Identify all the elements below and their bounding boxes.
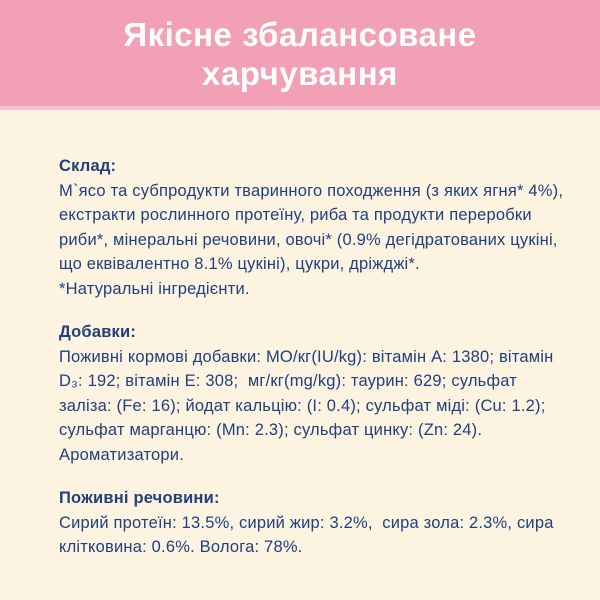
section-additives — [59, 320, 560, 467]
additives-heading: Добавки: — [59, 323, 137, 341]
section-composition — [59, 154, 564, 301]
title-line-1: Якісне збалансоване — [123, 16, 477, 53]
additives-line: сульфат марганцю: (Mn: 2.3); сульфат цинку: (Zn: 24). — [59, 421, 483, 439]
page-title — [123, 15, 476, 95]
composition-heading: Склад: — [59, 157, 117, 175]
label-body — [0, 110, 600, 600]
additives-line: заліза: (Fe: 16); йодат кальцію: (I: 0.4); сульфат міді: (Cu: 1.2); — [59, 396, 546, 415]
additives-line: Ароматизатори. — [59, 445, 184, 464]
additives-line: Поживні кормові добавки: МО/кг(IU/kg): вітамін А: 1380; вітамін — [59, 347, 554, 366]
header-banner — [0, 0, 600, 110]
composition-line: екстракти рослинного протеїну, риба та продукти переробки — [59, 206, 532, 224]
section-nutrients — [59, 486, 560, 560]
title-line-2: харчування — [202, 55, 398, 92]
composition-line: риби*, мінеральні речовини, овочі* (0.9% дегідратованих цукіні, — [59, 230, 558, 249]
composition-footnote: *Натуральні інгредієнти. — [59, 279, 250, 298]
additives-line: D₃: 192; вітамін Е: 308; мг/кг(mg/kg): таурин: 629; сульфат — [59, 372, 518, 390]
nutrients-line: Сирий протеїн: 13.5%, сирий жир: 3.2%, сира зола: 2.3%, сира — [59, 513, 554, 532]
composition-line: що еквівалентно 8.1% цукіні), цукри, дріжджі*. — [59, 255, 420, 273]
nutrients-heading: Поживні речовини: — [59, 489, 220, 507]
banner-bottom-strip — [0, 106, 600, 110]
composition-line: М`ясо та субпродукти тваринного походження (з яких ягня* 4%), — [59, 181, 564, 200]
nutrients-line: клітковина: 0.6%. Волога: 78%. — [59, 538, 303, 556]
